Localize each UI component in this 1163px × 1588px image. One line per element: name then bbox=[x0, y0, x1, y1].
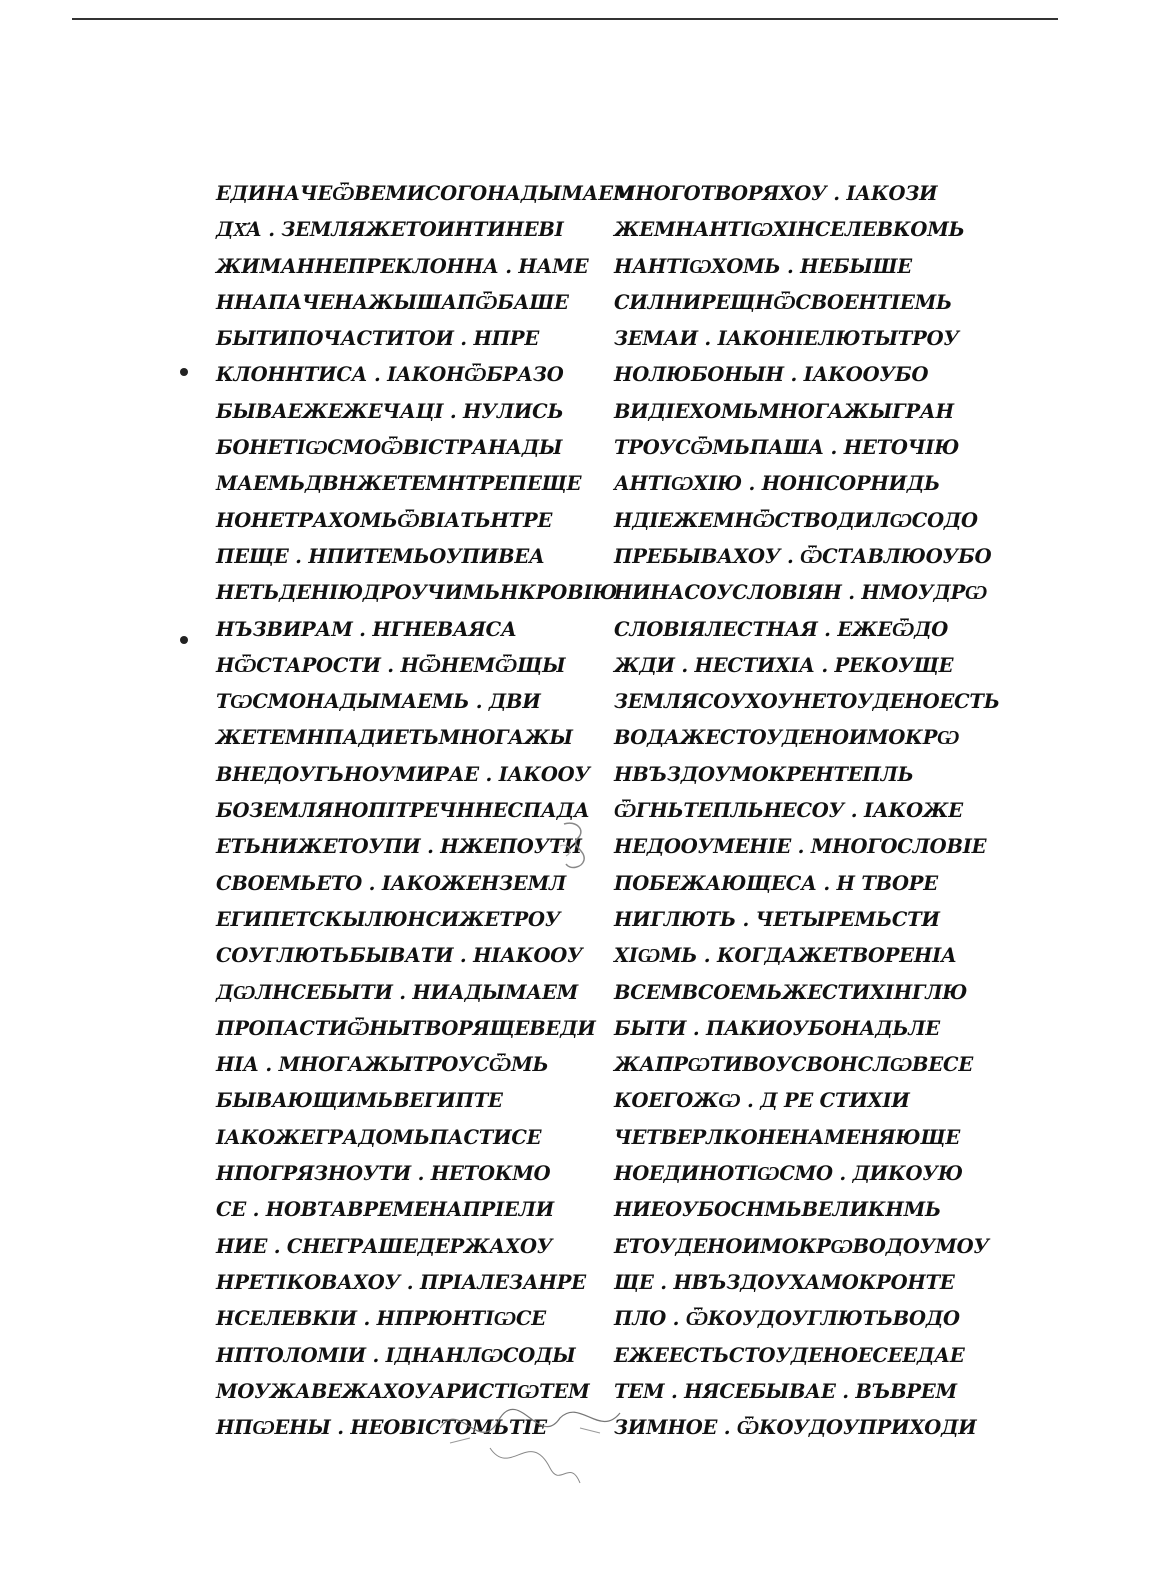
manuscript-line: ВИДІЕХОМЬМНОГАЖЫГРАН bbox=[614, 399, 954, 423]
manuscript-line: НОНЕТРАХОМЬѾВIАТЬНТРЕ bbox=[216, 508, 553, 532]
manuscript-line: СЕ . НОВТАВРЕМЕНАПРІЕЛИ bbox=[216, 1198, 554, 1222]
manuscript-line: МОУЖАВЕЖАХОУАРИСТІѠТЕМ bbox=[216, 1379, 590, 1403]
manuscript-line: НПОГРЯЗНОУТИ . НЕТОКМО bbox=[216, 1162, 551, 1186]
margin-bullet bbox=[180, 368, 188, 376]
left-text-column bbox=[216, 176, 635, 1446]
manuscript-line: ЖЕМНАНТІѠХІНСЕЛЕВКОМЬ bbox=[614, 218, 965, 242]
manuscript-line: БЫВАЮЩИМЬВЕГИПТЕ bbox=[216, 1089, 503, 1113]
manuscript-line: ЩЕ . НВЪЗДОУХАМОКРОНТЕ bbox=[614, 1270, 955, 1294]
manuscript-line: ЖДИ . НЕСТИХІА . РЕКОУЩЕ bbox=[614, 653, 954, 677]
manuscript-line: ЗЕМАИ . ІАКОНІЕЛЮТЫТРОУ bbox=[614, 327, 959, 351]
manuscript-line: НВЪЗДОУМОКРЕНТЕПЛЬ bbox=[614, 762, 914, 786]
manuscript-line: ЗЕМЛЯСОУХОУНЕТОУДЕНОЕСТЬ bbox=[614, 690, 1000, 714]
manuscript-line: ХІѠМЬ . КОГДАЖЕТВОРЕНІА bbox=[614, 944, 957, 968]
manuscript-line: НЕДООУМЕНІЕ . МНОГОСЛОВІЕ bbox=[614, 835, 987, 859]
manuscript-line: НПѠЕНЫ . НЕОВІСТОМЬТІЕ bbox=[216, 1416, 547, 1440]
manuscript-line: ДѠЛНСЕБЫТИ . НИАДЫМАЕМ bbox=[216, 980, 579, 1004]
manuscript-line: ПЛО . ѾКОУДОУГЛЮТЬВОДО bbox=[614, 1307, 960, 1331]
manuscript-line: НОЕДИНОТІѠСМО . ДИКОУЮ bbox=[614, 1162, 963, 1186]
manuscript-line: ЖАПРѠТИВОУСВОНСЛѠВЕСЕ bbox=[614, 1053, 973, 1077]
manuscript-line: ЕТЬНИЖЕТОУПИ . НЖЕПОУТИ bbox=[216, 835, 582, 859]
manuscript-line: БЫТИ . ПАКИОУБОНАДЬЛЕ bbox=[614, 1016, 940, 1040]
manuscript-line: НРЕТІКОВАХОУ . ПРІАЛЕЗАНРЕ bbox=[216, 1270, 586, 1294]
manuscript-line: НОЛЮБОНЫН . ІАКООУБО bbox=[614, 363, 929, 387]
manuscript-line: НІА . МНОГАЖЫТРОУСѾМЬ bbox=[216, 1053, 549, 1077]
manuscript-line: КЛОННТИСА . ІАКОНѾБРАЗО bbox=[216, 363, 564, 387]
manuscript-line: ЧЕТВЕРЛКОНЕНАМЕНЯЮЩЕ bbox=[614, 1125, 960, 1149]
manuscript-line: НИГЛЮТЬ . ЧЕТЫРЕМЬСТИ bbox=[614, 907, 940, 931]
manuscript-line: ДХ҃А . ЗЕМЛЯЖЕТОИНТИНЕВI bbox=[216, 218, 564, 242]
manuscript-line: СИЛНИРЕЩНѾСВОЕНТІЕМЬ bbox=[614, 290, 952, 314]
manuscript-line: НДІЕЖЕМНѾСТВОДИЛѠСОДО bbox=[614, 508, 978, 532]
margin-bullet bbox=[180, 636, 188, 644]
manuscript-line: ПОБЕЖАЮЩЕСА . Н ТВОРЕ bbox=[614, 871, 938, 895]
manuscript-line: НПТОЛОМІИ . ІДНАНЛѠСОДЫ bbox=[216, 1343, 576, 1367]
manuscript-line: ТЕМ . НЯСЕБЫВАЕ . ВЪВРЕМ bbox=[614, 1379, 957, 1403]
manuscript-line: ѾГНЬТЕПЛЬНЕСОУ . ІАКОЖЕ bbox=[614, 799, 963, 823]
manuscript-line: СЛОВІЯЛЕСТНАЯ . ЕЖЕѾДО bbox=[614, 617, 949, 641]
manuscript-line: ПРЕБЫВАХОУ . ѾСТАВЛЮОУБО bbox=[614, 544, 992, 568]
manuscript-line: ЕТОУДЕНОИМОКРѠВОДОУМОУ bbox=[614, 1234, 990, 1258]
manuscript-line: ЕЖЕЕСТЬСТОУДЕНОЕСЕЕДАЕ bbox=[614, 1343, 965, 1367]
manuscript-line: ЕГИПЕТСКЫЛЮНСИЖЕТРОУ bbox=[216, 907, 561, 931]
manuscript-line: НИНАСОУСЛОВІЯН . НМОУДРѠ bbox=[614, 581, 988, 605]
manuscript-line: ІАКОЖЕГРАДОМЬПАСТИСЕ bbox=[216, 1125, 542, 1149]
top-rule bbox=[72, 18, 1058, 20]
manuscript-line: ВОДАЖЕСТОУДЕНОИМОКРѠ bbox=[614, 726, 960, 750]
manuscript-line: СВОЕМЬЕТО . ІАКОЖЕНЗЕМЛ bbox=[216, 871, 567, 895]
manuscript-line: ННАПАЧЕНАЖЫШАПѾБАШЕ bbox=[216, 290, 569, 314]
manuscript-line: ТРОУСѾМЬПАША . НЕТОЧІЮ bbox=[614, 436, 960, 460]
manuscript-line: БОЗЕМЛЯНОПІТРЕЧННЕСПАДА bbox=[216, 799, 590, 823]
manuscript-line: ЗИМНОЕ . ѾКОУДОУПРИХОДИ bbox=[614, 1416, 977, 1440]
manuscript-line: НИЕ . СНЕГРАШЕДЕРЖАХОУ bbox=[216, 1234, 553, 1258]
manuscript-line: ПЕЩЕ . НПИТЕМЬОУПИВЕА bbox=[216, 544, 545, 568]
manuscript-line: ВНЕДОУГЬНОУМИРАЕ . ІАКООУ bbox=[216, 762, 591, 786]
manuscript-line: ЖИМАННЕПРЕКЛОННА . НАМЕ bbox=[216, 254, 589, 278]
manuscript-line: ЕДИНАЧЕѾВЕМИСОГОНАДЫМАЕМ bbox=[216, 182, 635, 205]
manuscript-line: АНТІѠХІЮ . НОНІСОРНИДЬ bbox=[614, 472, 940, 496]
manuscript-line: КОЕГОЖѠ . Д РЕ СТИХІИ bbox=[614, 1089, 910, 1113]
manuscript-line: БОНЕТІѠСМОѾВIСТРАНАДЫ bbox=[216, 436, 563, 460]
handwritten-signature bbox=[430, 1388, 630, 1498]
manuscript-line: МНОГОТВОРЯХОУ . ІАКОЗИ bbox=[614, 182, 938, 205]
manuscript-line: ЖЕТЕМНПАДИЕТЬМНОГАЖЫ bbox=[216, 726, 573, 750]
manuscript-line: НСЕЛЕВКІИ . НПРЮНТІѠСЕ bbox=[216, 1307, 546, 1331]
manuscript-line: НЪЗВИРАМ . НГНЕВАЯСА bbox=[216, 617, 517, 641]
marginal-scribble-icon bbox=[556, 816, 596, 876]
manuscript-line: НАНТІѠХОМЬ . НЕБЫШЕ bbox=[614, 254, 912, 278]
right-text-column bbox=[614, 176, 1000, 1446]
manuscript-line: ВСЕМВСОЕМЬЖЕСТИХІНГЛЮ bbox=[614, 980, 968, 1004]
manuscript-line: МАЕМЬДВНЖЕТЕМНТРЕПЕЩЕ bbox=[216, 472, 582, 496]
manuscript-line: НИЕОУБОСНМЬВЕЛИКНМЬ bbox=[614, 1198, 941, 1222]
manuscript-line: БЫТИПОЧАСТИТОИ . НПРЕ bbox=[216, 327, 540, 351]
manuscript-line: СОУГЛЮТЬБЫВАТИ . НІАКООУ bbox=[216, 944, 583, 968]
manuscript-line: БЫВАЕЖЕЖЕЧАЦІ . НУЛИСЬ bbox=[216, 399, 564, 423]
manuscript-line: НЕТЬДЕНІЮДРОУЧИМЬНКРОВІЮ bbox=[216, 581, 618, 605]
manuscript-line: ПРОПАСТИѾНЫТВОРЯЩЕВЕДИ bbox=[216, 1016, 596, 1040]
manuscript-line: НѾСТАРОСТИ . НѾНЕМѾЩЫ bbox=[216, 653, 566, 677]
manuscript-line: ТѠСМОНАДЫМАЕМЬ . ДВИ bbox=[216, 690, 541, 714]
